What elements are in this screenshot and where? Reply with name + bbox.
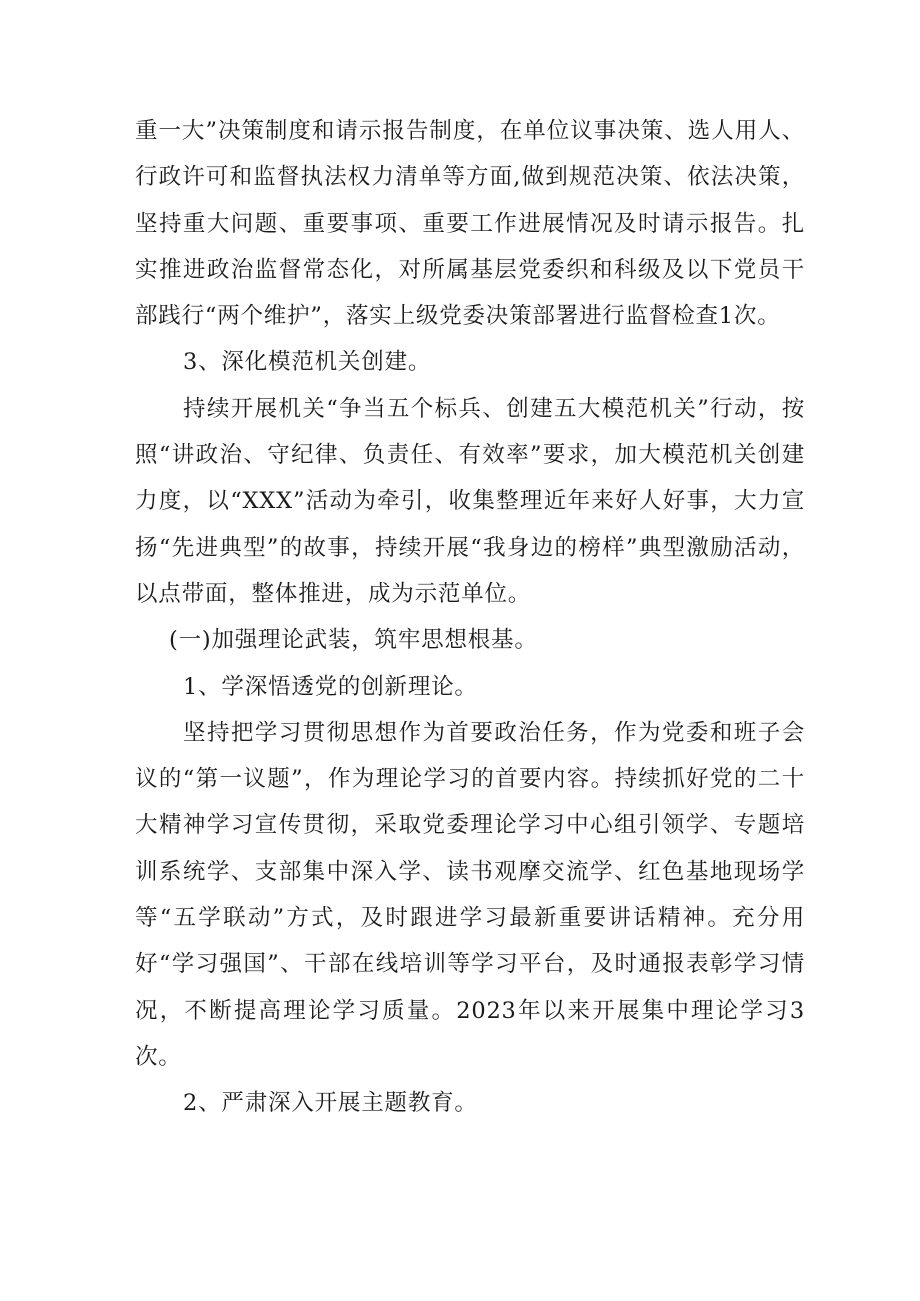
- heading-model-organ-creation: 3、深化模范机关创建。: [183, 349, 432, 376]
- section-heading-theory-armament: (一)加强理论武装，筑牢思想根基。: [169, 627, 538, 654]
- heading-study-innovative-theory: 1、学深悟透党的创新理论。: [183, 673, 478, 700]
- heading-theme-education: 2、严肃深入开展主题教育。: [183, 1090, 478, 1117]
- paragraph-model-organ-activities: 持续开展机关“争当五个标兵、创建五大模范机关”行动，按照“讲政治、守纪律、负责任、有效率”要求，加大模范机关创建力度，以“XXX”活动为牵引，收集整理近年来好人好事，大力宣扬“先进典型”的故事，持续开展“我身边的榜样”典型激励活动，以点带面，整体推进，成为示范单位。: [135, 395, 805, 607]
- document-body: [135, 108, 805, 1127]
- paragraph-theory-study: 坚持把学习贯彻思想作为首要政治任务，作为党委和班子会议的“第一议题”，作为理论学习的首要内容。持续抓好党的二十大精神学习宣传贯彻，采取党委理论学习中心组引领学、专题培训系统学、支部集中深入学、读书观摩交流学、红色基地现场学等“五学联动”方式，及时跟进学习最新重要讲话精神。充分用好“学习强国”、干部在线培训等学习平台，及时通报表彰学习情况，不断提高理论学习质量。2023年以来开展集中理论学习3次。: [135, 719, 805, 1070]
- paragraph-decision-system: 重一大”决策制度和请示报告制度，在单位议事决策、选人用人、行政许可和监督执法权力清单等方面,做到规范决策、依法决策，坚持重大问题、重要事项、重要工作进展情况及时请示报告。扎实推进政治监督常态化，对所属基层党委织和科级及以下党员干部践行“两个维护”，落实上级党委决策部署进行监督检查1次。: [135, 118, 805, 330]
